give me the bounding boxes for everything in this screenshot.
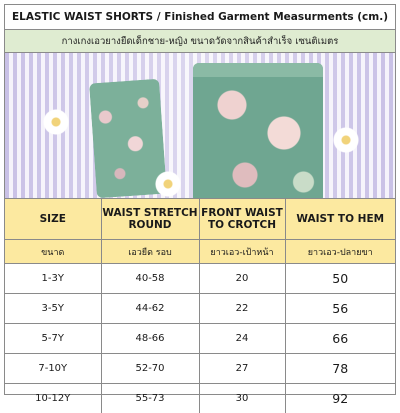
chart-title: ELASTIC WAIST SHORTS / Finished Garment Measurments (cm.) [5,5,395,30]
cell-size: 10-12Y [5,384,101,413]
cell-waist-to-hem: 56 [285,294,395,324]
cell-front-waist: 30 [199,384,285,413]
header-size: SIZE [5,199,101,240]
cell-front-waist: 27 [199,354,285,384]
elastic-waistband [193,63,323,77]
cell-front-waist: 24 [199,324,285,354]
thai-header-size: ขนาด [5,240,101,264]
chart-subtitle: กางเกงเอวยางยืดเด็กชาย-หญิง ขนาดวัดจากสินค้าสำเร็จ เซนติเมตร [5,30,395,53]
cell-waist-stretch: 44-62 [101,294,199,324]
header-waist-stretch: WAIST STRETCH ROUND [101,199,199,240]
table-header-row [5,199,395,240]
cell-size: 1-3Y [5,264,101,294]
table-row [5,294,395,324]
cell-waist-to-hem: 66 [285,324,395,354]
cell-waist-stretch: 40-58 [101,264,199,294]
table-row [5,354,395,384]
cell-front-waist: 22 [199,294,285,324]
table-row [5,324,395,354]
cell-waist-stretch: 48-66 [101,324,199,354]
size-chart [4,4,396,395]
header-front-waist: FRONT WAIST TO CROTCH [199,199,285,240]
cell-front-waist: 20 [199,264,285,294]
table-thai-header-row [5,240,395,264]
product-photo [5,53,395,199]
thai-header-waist-stretch: เอวยืด รอบ [101,240,199,264]
daisy-flower-icon [155,171,181,197]
table-row [5,264,395,294]
cell-waist-to-hem: 78 [285,354,395,384]
thai-header-front-waist: ยาวเอว-เป้าหน้า [199,240,285,264]
table-row [5,384,395,413]
cell-waist-stretch: 52-70 [101,354,199,384]
cell-waist-to-hem: 92 [285,384,395,413]
thai-header-waist-to-hem: ยาวเอว-ปลายขา [285,240,395,264]
header-waist-to-hem: WAIST TO HEM [285,199,395,240]
cell-size: 7-10Y [5,354,101,384]
cell-size: 5-7Y [5,324,101,354]
daisy-flower-icon [43,109,69,135]
cell-waist-to-hem: 50 [285,264,395,294]
measurement-table [5,199,395,413]
daisy-flower-icon [333,127,359,153]
cell-size: 3-5Y [5,294,101,324]
cell-waist-stretch: 55-73 [101,384,199,413]
pants-closeup-image [193,63,323,199]
